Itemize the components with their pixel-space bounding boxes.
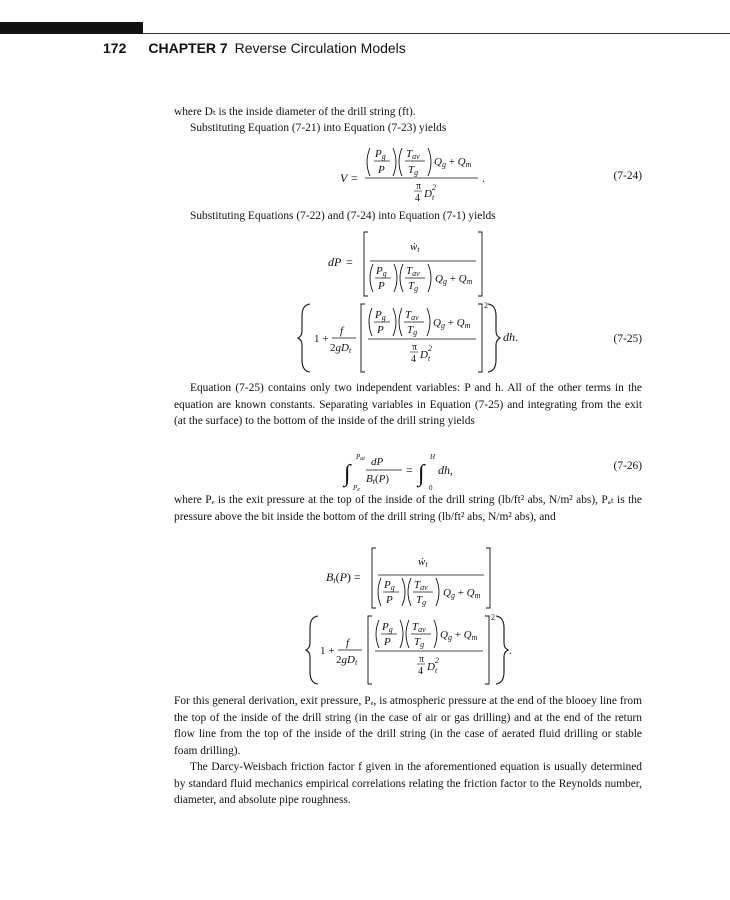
svg-text:Tg: Tg — [416, 594, 427, 607]
svg-text:4: 4 — [418, 666, 423, 677]
running-header — [103, 40, 406, 56]
svg-text:2: 2 — [484, 301, 488, 310]
svg-text:Pe: Pe — [353, 484, 360, 493]
svg-text:.: . — [482, 171, 485, 185]
svg-text:P: P — [378, 280, 385, 292]
svg-text:∫: ∫ — [418, 461, 425, 487]
svg-text:Tav: Tav — [406, 148, 420, 161]
svg-text:Pg: Pg — [375, 148, 386, 161]
svg-text:Tav: Tav — [406, 265, 420, 278]
svg-text:π: π — [412, 342, 418, 353]
svg-text:Tav: Tav — [412, 621, 426, 634]
equation-7-26 — [344, 450, 474, 492]
svg-text:.: . — [509, 643, 512, 657]
svg-text:dh,: dh, — [438, 463, 453, 477]
svg-text:2gDt: 2gDt — [330, 342, 352, 355]
header-bar — [0, 22, 143, 34]
svg-text:ẇt: ẇt — [410, 241, 420, 254]
header-rule — [143, 33, 730, 34]
svg-text:Pat: Pat — [356, 453, 365, 462]
svg-text:dP: dP — [328, 255, 342, 269]
svg-text:4: 4 — [411, 354, 416, 365]
svg-text:D2t: $D^2$ t — [427, 656, 439, 675]
equation-7-24 — [340, 140, 490, 204]
svg-text:4: 4 — [415, 193, 420, 204]
equation-7-25 — [296, 228, 536, 388]
svg-text:H: H — [430, 453, 436, 461]
svg-text:dP: dP — [371, 456, 384, 468]
svg-text:0: 0 — [429, 484, 433, 492]
svg-text:V: V — [340, 171, 348, 185]
svg-text:Tg: Tg — [408, 280, 419, 293]
svg-text:1 +: 1 + — [314, 333, 329, 345]
svg-text:Bt(P): Bt(P) — [366, 473, 390, 486]
svg-text:Pg: Pg — [384, 579, 395, 592]
svg-text:Tg: Tg — [414, 636, 425, 649]
chapter-label: CHAPTER 7 — [148, 40, 228, 56]
svg-text:=: = — [351, 171, 358, 185]
equation-number-7-25: (7-25) — [613, 333, 642, 345]
paragraph-p3: Substituting Equations (7-22) and (7-24) into Equation (7-1) yields — [190, 210, 496, 222]
svg-text:∫: ∫ — [344, 461, 351, 487]
equation-number-7-26: (7-26) — [613, 460, 642, 472]
page-number: 172 — [103, 40, 127, 56]
svg-text:Tav: Tav — [414, 579, 428, 592]
svg-text:P: P — [384, 636, 391, 648]
svg-text:Qg + Qm: Qg + Qm — [443, 587, 481, 600]
svg-text:P: P — [378, 164, 385, 176]
svg-text:π: π — [416, 181, 422, 192]
svg-text:Tg: Tg — [407, 324, 418, 337]
svg-text:Tav: Tav — [405, 309, 419, 322]
chapter-title: Reverse Circulation Models — [234, 40, 406, 56]
svg-text:Qg + Qm: Qg + Qm — [434, 156, 472, 169]
svg-text:dh.: dh. — [503, 330, 518, 344]
svg-text:Bt(P) =: Bt(P) = — [326, 570, 361, 585]
paragraph-p1: where Dₜ is the inside diameter of the drill string (ft). — [174, 106, 416, 118]
paragraph-p7: The Darcy-Weisbach friction factor f given in the aforementioned equation is usually determined by standard fluid mechanics empirical correlations relating the friction factor to the Reynolds number, diameter, and absolute pipe roughness. — [174, 761, 642, 807]
equation-number-7-24: (7-24) — [613, 170, 642, 182]
svg-text:π: π — [419, 654, 425, 665]
svg-text:Pg: Pg — [376, 265, 387, 278]
svg-text:ẇt: ẇt — [418, 556, 428, 569]
svg-text:Qg + Qm: Qg + Qm — [440, 629, 478, 642]
svg-text:Tg: Tg — [408, 164, 419, 177]
svg-text:Qg + Qm: Qg + Qm — [433, 317, 471, 330]
svg-text:1 +: 1 + — [320, 645, 335, 657]
svg-text:f: f — [346, 637, 350, 649]
svg-text:2: 2 — [491, 613, 495, 622]
paragraph-p6: For this general derivation, exit pressure, Pₑ, is atmospheric pressure at the end of the blooey line from the top of the inside of the drill string (in the case of air or gas drilling) and at the end of the return flow line from the top of the inside of the drill string (in the case of aerated fluid drilling or stable foam drilling). — [174, 695, 642, 757]
paragraph-p2: Substituting Equation (7-21) into Equation (7-23) yields — [190, 122, 447, 134]
svg-text:=: = — [346, 255, 353, 269]
svg-text:P: P — [386, 594, 393, 606]
paragraph-p5: where Pₑ is the exit pressure at the top of the inside of the drill string (lb/ft² abs, N/m² abs), Pₐₜ is the pressure above the bit inside the bottom of the drill string (lb/ft² abs, N/m² abs), and — [174, 494, 642, 523]
svg-text:D2t: $D^2$ t — [424, 183, 436, 202]
svg-text:2gDt: 2gDt — [336, 654, 358, 667]
equation-bt-definition — [306, 544, 546, 684]
svg-text:P: P — [377, 324, 384, 336]
svg-text:f: f — [340, 325, 344, 337]
paragraph-p4: Equation (7-25) contains only two independent variables: P and h. All of the other terms in the equation are known constants. Separating variables in Equation (7-25) and integrating from the exit (at the surface) to the bottom of the inside of the drill string yields — [174, 382, 642, 428]
svg-text:Pg: Pg — [382, 621, 393, 634]
svg-text:Qg + Qm: Qg + Qm — [435, 273, 473, 286]
svg-text:D2t: $D^2$ t — [420, 344, 432, 363]
svg-text:=: = — [406, 463, 413, 477]
svg-text:Pg: Pg — [375, 309, 386, 322]
